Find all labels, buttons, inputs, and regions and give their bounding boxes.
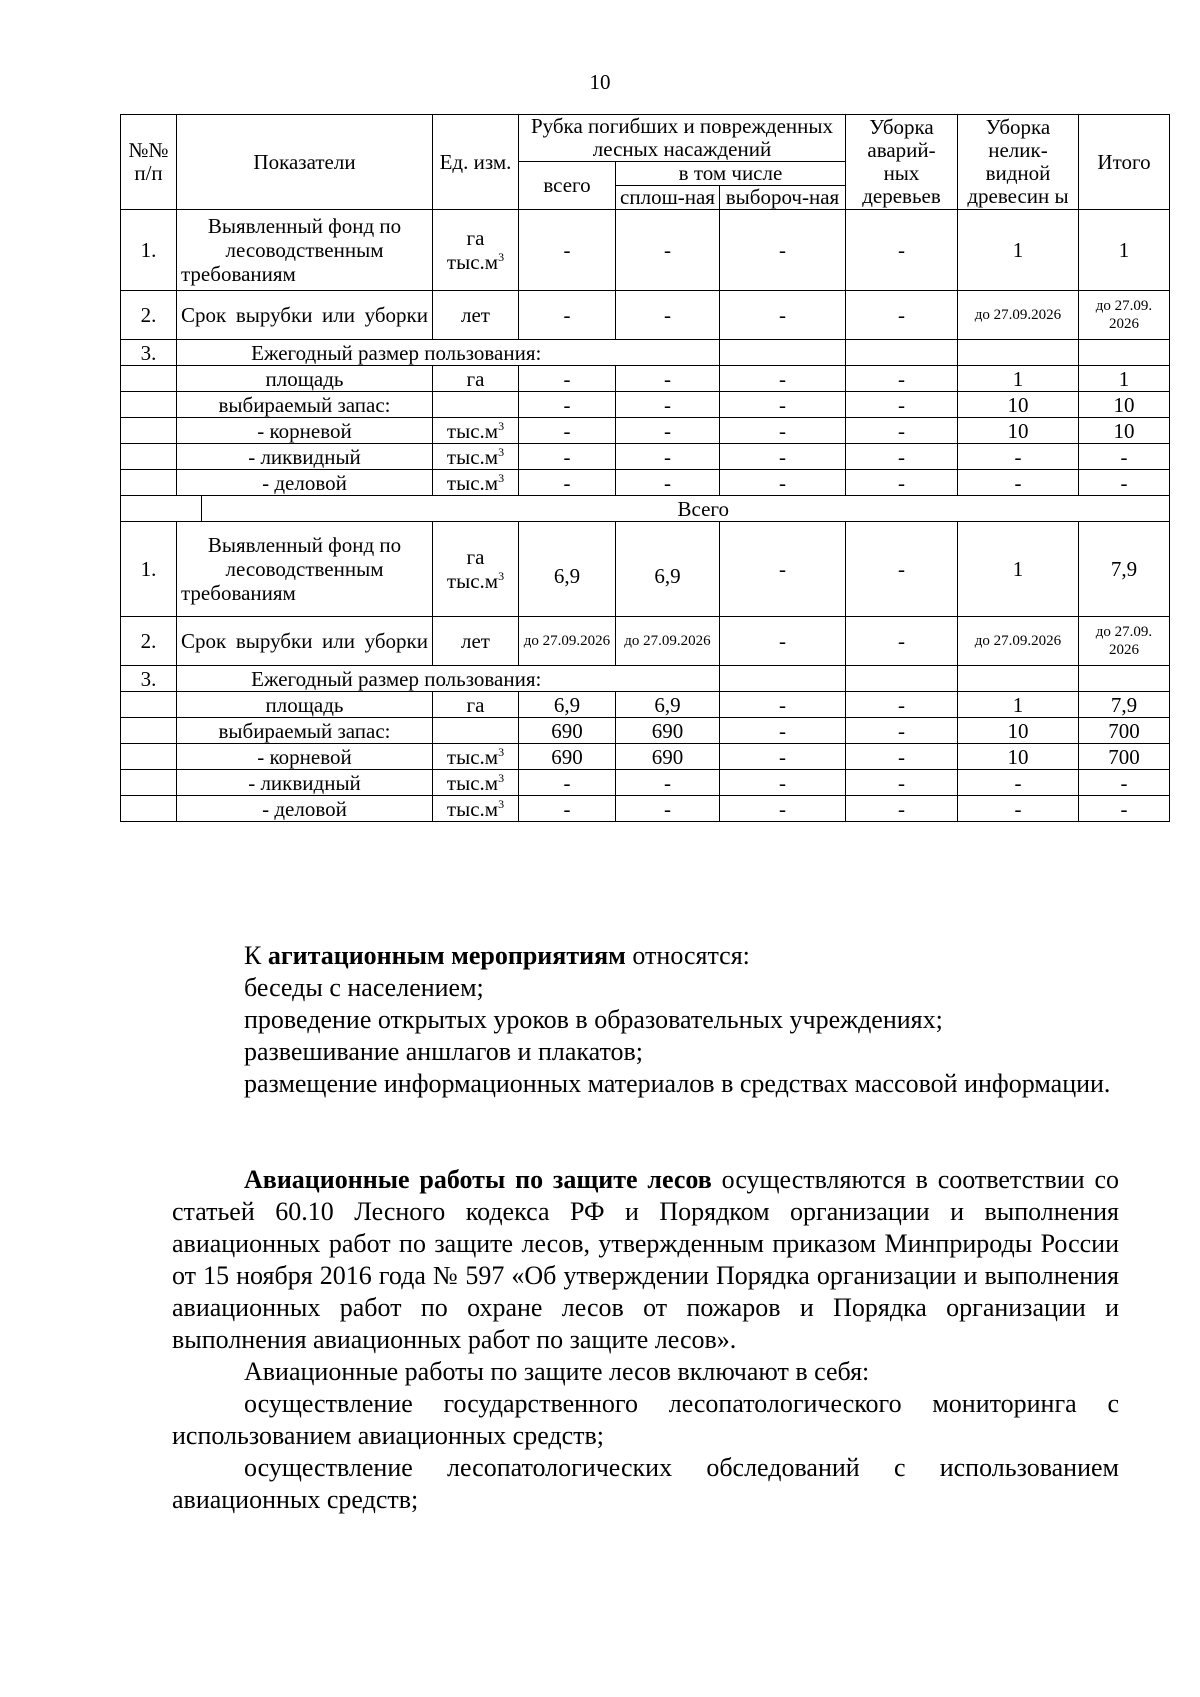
row-label: Выявленный фонд по лесоводственным требованиям bbox=[177, 522, 433, 617]
cell: 10 bbox=[958, 392, 1079, 418]
cell: до 27.09. 2026 bbox=[1079, 291, 1170, 340]
cell: - bbox=[519, 470, 616, 496]
cell: 1 bbox=[958, 522, 1079, 617]
cell: - bbox=[720, 718, 846, 744]
cell: - bbox=[720, 418, 846, 444]
cell: - bbox=[720, 692, 846, 718]
cell: 690 bbox=[519, 744, 616, 770]
cell: - bbox=[616, 210, 720, 291]
table-row bbox=[121, 470, 1170, 496]
cell: - bbox=[720, 444, 846, 470]
table-row bbox=[121, 796, 1170, 822]
header-unit: Ед. изм. bbox=[433, 115, 519, 210]
row-unit: га $тыс.м^3$ bbox=[433, 522, 519, 617]
cell: - bbox=[846, 617, 958, 666]
cell: - bbox=[846, 291, 958, 340]
row-unit: $тыс.м^3$ bbox=[433, 444, 519, 470]
cell: - bbox=[616, 470, 720, 496]
cell: - bbox=[958, 796, 1079, 822]
cell: - bbox=[616, 444, 720, 470]
table-row bbox=[121, 340, 1170, 366]
cell: - bbox=[846, 418, 958, 444]
cell: - bbox=[846, 692, 958, 718]
cell: - bbox=[958, 470, 1079, 496]
cell: - bbox=[616, 770, 720, 796]
row-label: - корневой bbox=[177, 744, 433, 770]
list-item: размещение информационных материалов в средствах массовой информации. bbox=[244, 1069, 1111, 1098]
cell: - bbox=[720, 796, 846, 822]
row-unit: лет bbox=[433, 291, 519, 340]
cell: - bbox=[616, 418, 720, 444]
header-num: №№ п/п bbox=[121, 115, 177, 210]
row-unit: $тыс.м^3$ bbox=[433, 470, 519, 496]
row-num: 2. bbox=[121, 617, 177, 666]
cell: - bbox=[616, 366, 720, 392]
cell: - bbox=[846, 470, 958, 496]
cell: - bbox=[1079, 444, 1170, 470]
cell: 1 bbox=[958, 366, 1079, 392]
table-row bbox=[121, 718, 1170, 744]
cell: - bbox=[720, 392, 846, 418]
row-num: 1. bbox=[121, 522, 177, 617]
row-label: выбираемый запас: bbox=[177, 392, 433, 418]
cell: - bbox=[958, 444, 1079, 470]
cell: - bbox=[720, 522, 846, 617]
table-row bbox=[121, 366, 1170, 392]
cell: - bbox=[616, 796, 720, 822]
aviation-paragraph: Авиационные работы по защите лесов осуществляются в соответствии со статьей 60.10 Лесного кодекса РФ и Порядком организации и выполнения авиационных работ по защите лесов, утвержденным приказом Минприроды России от 15 ноября 2016 года № 597 «Об утверждении Порядка организации и выполнения авиационных работ по охране лесов от пожаров и Порядка организации и выполнения авиационных работ по защите лесов». bbox=[172, 1165, 1119, 1354]
row-label: Выявленный фонд по лесоводственным требованиям bbox=[177, 210, 433, 291]
cell: - bbox=[720, 617, 846, 666]
cell: 10 bbox=[958, 418, 1079, 444]
agitation-intro: К агитационным мероприятиям относятся: bbox=[244, 941, 750, 970]
cell: до 27.09.2026 bbox=[958, 617, 1079, 666]
cell: - bbox=[519, 291, 616, 340]
cell: - bbox=[519, 770, 616, 796]
cell: 1 bbox=[958, 692, 1079, 718]
cell: 1 bbox=[1079, 210, 1170, 291]
cell: 690 bbox=[616, 744, 720, 770]
cell: 6,9 bbox=[616, 692, 720, 718]
cell: - bbox=[519, 796, 616, 822]
cell: 690 bbox=[519, 718, 616, 744]
table-row bbox=[121, 744, 1170, 770]
cell: - bbox=[720, 210, 846, 291]
table-row bbox=[121, 770, 1170, 796]
total-section-label: Всего bbox=[433, 496, 1170, 522]
cell: - bbox=[616, 392, 720, 418]
cell: 690 bbox=[616, 718, 720, 744]
header-selective: выбороч-ная bbox=[720, 186, 846, 210]
header-emergency: Уборка аварий-ных деревьев bbox=[846, 115, 958, 210]
cell: - bbox=[720, 291, 846, 340]
header-row-1 bbox=[121, 115, 1170, 162]
table-row bbox=[121, 291, 1170, 340]
cell: 700 bbox=[1079, 744, 1170, 770]
cell: - bbox=[846, 718, 958, 744]
cell: 10 bbox=[1079, 418, 1170, 444]
row-label: Срок вырубки или уборки bbox=[177, 617, 433, 666]
row-label: Ежегодный размер пользования: bbox=[177, 340, 616, 366]
header-felling: Рубка погибших и поврежденных лесных насаждений bbox=[519, 115, 846, 162]
row-label: - ликвидный bbox=[177, 444, 433, 470]
cell: 700 bbox=[1079, 718, 1170, 744]
cell: до 27.09.2026 bbox=[616, 617, 720, 666]
row-unit: $тыс.м^3$ bbox=[433, 770, 519, 796]
row-label: Ежегодный размер пользования: bbox=[177, 666, 616, 692]
cell: - bbox=[846, 744, 958, 770]
cell: 1 bbox=[958, 210, 1079, 291]
cell: - bbox=[846, 444, 958, 470]
table-row bbox=[121, 392, 1170, 418]
table-row bbox=[121, 617, 1170, 666]
cell: - bbox=[720, 770, 846, 796]
header-itogo: Итого bbox=[1079, 115, 1170, 210]
forest-data-table bbox=[120, 114, 1170, 822]
cell: - bbox=[720, 366, 846, 392]
cell: - bbox=[519, 366, 616, 392]
row-label: выбираемый запас: bbox=[177, 718, 433, 744]
table-row bbox=[121, 444, 1170, 470]
cell: - bbox=[846, 366, 958, 392]
cell: 10 bbox=[958, 718, 1079, 744]
row-unit: $тыс.м^3$ bbox=[433, 744, 519, 770]
cell: - bbox=[1079, 770, 1170, 796]
list-item: осуществление лесопатологических обследований с использованием авиационных средств; bbox=[172, 1453, 1119, 1514]
header-indicator: Показатели bbox=[177, 115, 433, 210]
cell: 10 bbox=[958, 744, 1079, 770]
cell: - bbox=[519, 418, 616, 444]
cell: 7,9 bbox=[1079, 522, 1170, 617]
row-num: 3. bbox=[121, 340, 177, 366]
agitation-section bbox=[172, 940, 1119, 1100]
row-unit: лет bbox=[433, 617, 519, 666]
row-unit: га bbox=[433, 692, 519, 718]
table-row bbox=[121, 210, 1170, 291]
cell: - bbox=[1079, 796, 1170, 822]
cell: - bbox=[846, 770, 958, 796]
row-unit: га bbox=[433, 366, 519, 392]
aviation-section bbox=[172, 1164, 1119, 1516]
cell: 10 bbox=[1079, 392, 1170, 418]
list-item: осуществление государственного лесопатологического мониторинга с использованием авиационных средств; bbox=[172, 1389, 1119, 1450]
table-row bbox=[121, 692, 1170, 718]
page-number: 10 bbox=[589, 70, 611, 94]
aviation-include: Авиационные работы по защите лесов включают в себя: bbox=[244, 1357, 870, 1386]
cell: - bbox=[720, 744, 846, 770]
list-item: беседы с населением; bbox=[244, 973, 484, 1002]
header-illiquid: Уборка нелик-видной древесин ы bbox=[958, 115, 1079, 210]
table-row bbox=[121, 666, 1170, 692]
row-num: 2. bbox=[121, 291, 177, 340]
cell: - bbox=[519, 444, 616, 470]
row-label: - деловой bbox=[177, 796, 433, 822]
cell: 6,9 bbox=[616, 522, 720, 617]
table-row bbox=[121, 522, 1170, 617]
cell: - bbox=[846, 796, 958, 822]
cell: - bbox=[846, 392, 958, 418]
row-unit: $тыс.м^3$ bbox=[433, 796, 519, 822]
cell: - bbox=[616, 291, 720, 340]
cell: - bbox=[720, 470, 846, 496]
header-including: в том числе bbox=[616, 162, 846, 186]
row-label: - корневой bbox=[177, 418, 433, 444]
cell: 1 bbox=[1079, 366, 1170, 392]
row-unit: га $тыс.м^3$ bbox=[433, 210, 519, 291]
table-row bbox=[121, 418, 1170, 444]
row-num: 3. bbox=[121, 666, 177, 692]
cell: - bbox=[846, 522, 958, 617]
cell: - bbox=[519, 392, 616, 418]
row-label: Срок вырубки или уборки bbox=[177, 291, 433, 340]
header-clear: сплош-ная bbox=[616, 186, 720, 210]
cell: - bbox=[1079, 470, 1170, 496]
cell: - bbox=[958, 770, 1079, 796]
cell: 6,9 bbox=[519, 692, 616, 718]
header-total-col: всего bbox=[519, 162, 616, 210]
total-section-row bbox=[121, 496, 1170, 522]
cell: до 27.09.2026 bbox=[958, 291, 1079, 340]
cell: - bbox=[519, 210, 616, 291]
cell: 7,9 bbox=[1079, 692, 1170, 718]
cell: - bbox=[846, 210, 958, 291]
row-label: площадь bbox=[177, 366, 433, 392]
list-item: проведение открытых уроков в образовательных учреждениях; bbox=[244, 1005, 943, 1034]
list-item: развешивание аншлагов и плакатов; bbox=[244, 1037, 644, 1066]
row-label: площадь bbox=[177, 692, 433, 718]
row-label: - деловой bbox=[177, 470, 433, 496]
row-label: - ликвидный bbox=[177, 770, 433, 796]
cell: до 27.09. 2026 bbox=[1079, 617, 1170, 666]
cell: до 27.09.2026 bbox=[519, 617, 616, 666]
row-unit: $тыс.м^3$ bbox=[433, 418, 519, 444]
row-num: 1. bbox=[121, 210, 177, 291]
cell: 6,9 bbox=[519, 522, 616, 617]
